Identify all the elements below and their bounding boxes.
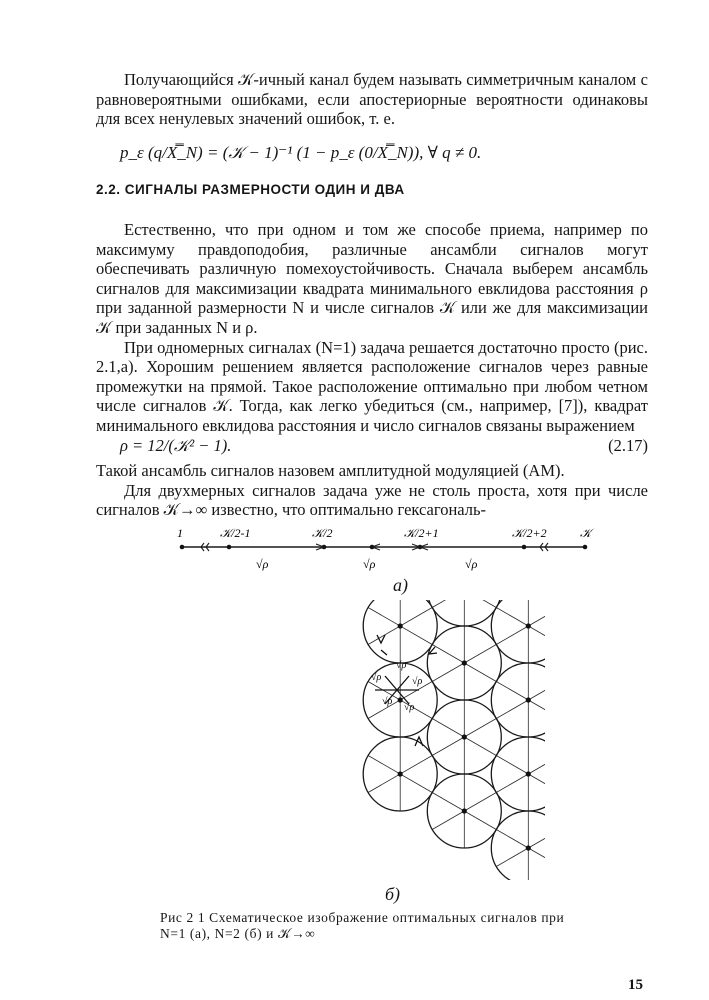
signal-point bbox=[227, 545, 232, 550]
spacing-label: √ρ bbox=[404, 702, 415, 713]
signal-point bbox=[398, 623, 403, 628]
signal-point bbox=[522, 545, 527, 550]
paragraph-two-dimensional: Для двухмерных сигналов задача уже не столь проста, хотя при числе сигналов 𝒦→∞ известно, что оптимально гексагональ- bbox=[96, 480, 648, 520]
section-heading: 2.2. СИГНАЛЫ РАЗМЕРНОСТИ ОДИН И ДВА bbox=[96, 182, 405, 197]
spacing-label: √ρ bbox=[371, 672, 382, 683]
figure-a-panel-label: а) bbox=[393, 575, 408, 595]
figure-b-panel-label: б) bbox=[385, 884, 401, 904]
lattice-line bbox=[496, 830, 545, 867]
equation-expression: ρ = 12/(𝒦² − 1). bbox=[120, 436, 232, 455]
hex-lattice-lines bbox=[368, 600, 545, 880]
hex-circles-group bbox=[363, 600, 545, 880]
lattice-line bbox=[496, 682, 545, 719]
lattice-line bbox=[496, 756, 545, 793]
label-k2-minus-1: 𝒦/2-1 bbox=[220, 526, 251, 540]
body-text-bottom bbox=[96, 461, 648, 520]
paragraph-ensembles: Естественно, что при одном и том же способе приема, например по максимуму правдоподобия, различные ансамбли сигналов могут обеспечивать различную помехоустойчивость. Сначала выберем ансамбль сигналов для максимизации квадрата минимального евклидова расстояния ρ при заданной размерности N и числе сигналов 𝒦 или же для максимизации 𝒦 при заданных N и ρ. bbox=[96, 220, 648, 337]
spacing-label: √ρ bbox=[465, 557, 478, 571]
figure-b-hexagonal-packing bbox=[225, 600, 545, 880]
signal-point bbox=[526, 697, 531, 702]
body-text-top bbox=[96, 70, 648, 129]
label-1: 1 bbox=[177, 526, 183, 540]
signal-point bbox=[462, 660, 467, 665]
label-k2-plus-2: 𝒦/2+2 bbox=[512, 526, 547, 540]
paragraph-am: Такой ансамбль сигналов назовем амплитудной модуляцией (АМ). bbox=[96, 461, 565, 480]
label-k2: 𝒦/2 bbox=[312, 526, 333, 540]
figure-caption: Рис 2 1 Схематическое изображение оптимальных сигналов при N=1 (а), N=2 (б) и 𝒦→∞ bbox=[160, 910, 565, 941]
signal-point bbox=[398, 771, 403, 776]
label-k2-plus-1: 𝒦/2+1 bbox=[404, 526, 439, 540]
signal-point bbox=[526, 623, 531, 628]
spacing-label: √ρ bbox=[412, 676, 423, 687]
signal-point bbox=[583, 545, 588, 550]
label-k: 𝒦 bbox=[580, 526, 592, 540]
spacing-label: √ρ bbox=[382, 696, 393, 707]
spacing-label: √ρ bbox=[396, 660, 407, 671]
signal-point bbox=[462, 734, 467, 739]
page-number: 15 bbox=[628, 977, 643, 993]
signal-point bbox=[398, 697, 403, 702]
lattice-line bbox=[496, 608, 545, 645]
paragraph-intro: Получающийся 𝒦-ичный канал будем называть симметричным каналом с равновероятными ошибками, если апостериорные вероятности одинаковы для всех ненулевых значений ошибок, т. е. bbox=[96, 70, 648, 129]
signal-point bbox=[526, 845, 531, 850]
figure-a-line-diagram bbox=[160, 520, 610, 600]
equation-number: (2.17) bbox=[608, 436, 648, 455]
spacing-label: √ρ bbox=[256, 557, 269, 571]
signal-point bbox=[526, 771, 531, 776]
lattice-line bbox=[496, 830, 545, 867]
lattice-line bbox=[496, 756, 545, 793]
lattice-line bbox=[496, 608, 545, 645]
arrow-top-left bbox=[377, 635, 387, 655]
signal-point bbox=[462, 808, 467, 813]
paragraph-one-dimensional: При одномерных сигналах (N=1) задача решается достаточно просто (рис. 2.1,а). Хорошим решением является расположение сигналов через равные промежутки на прямой. Такое расположение оптимально при любом четном числе сигналов 𝒦. Тогда, как легко убедиться (см., например, [7]), квадрат минимального евклидова расстояния и число сигналов связаны выражением bbox=[96, 337, 648, 435]
body-text-middle bbox=[96, 220, 648, 436]
lattice-line bbox=[496, 682, 545, 719]
signal-point bbox=[180, 545, 185, 550]
spacing-label: √ρ bbox=[363, 557, 376, 571]
formula-error-probability: p_ε (q/X̿_N) = (𝒦 − 1)⁻¹ (1 − p_ε (0/X̿_N)), ∀ q ≠ 0. bbox=[120, 143, 482, 162]
